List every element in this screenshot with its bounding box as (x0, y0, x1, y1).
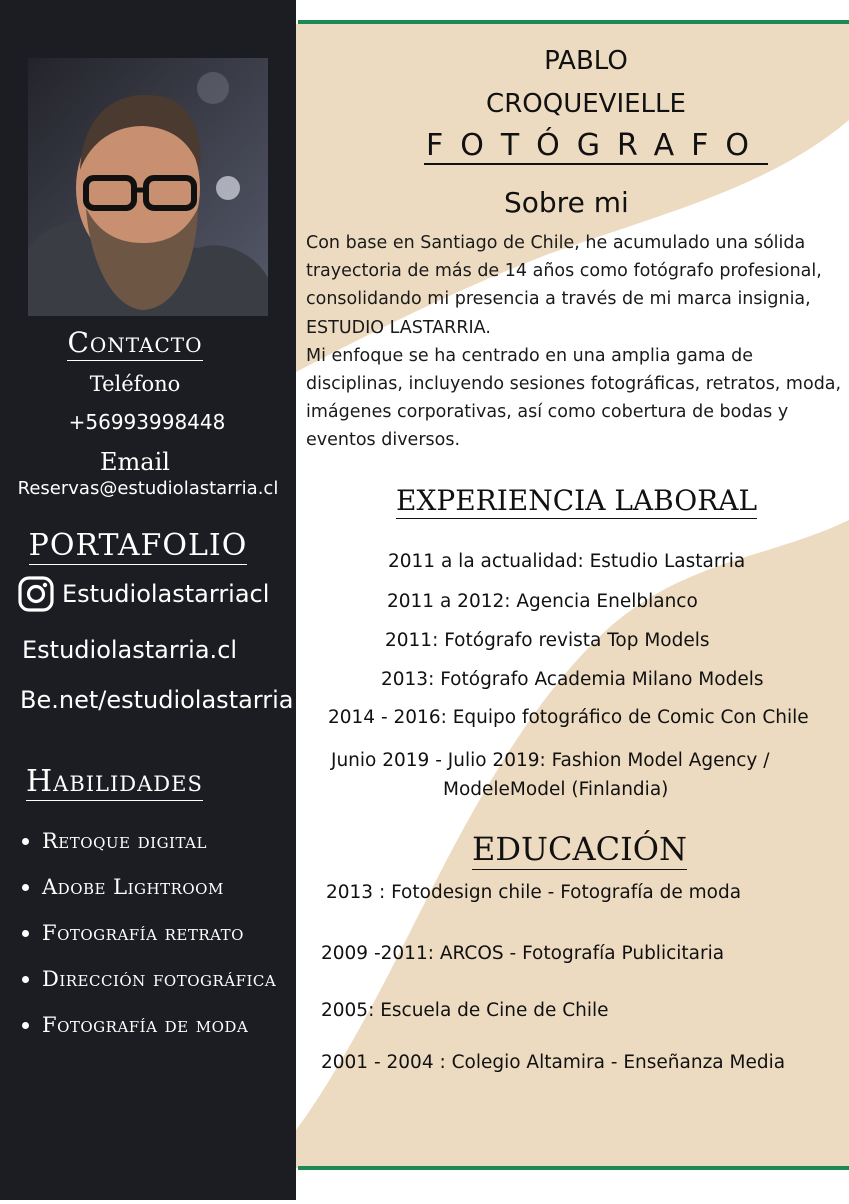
education-item: 2013 : Fotodesign chile - Fotografía de moda (326, 882, 742, 903)
about-title: Sobre mi (504, 186, 629, 219)
experience-item: 2011 a la actualidad: Estudio Lastarria (388, 551, 746, 572)
skills-list (20, 818, 290, 1048)
profession-title: FOTÓGRAFO (425, 128, 767, 163)
portfolio-title: PORTAFOLIO (28, 528, 248, 563)
profession-underline (424, 163, 768, 165)
skill-item: Retoque digital (20, 818, 290, 864)
instagram-handle: Estudiolastarriacl (62, 580, 270, 608)
instagram-link[interactable] (18, 576, 269, 612)
email-label: Email (100, 448, 170, 476)
experience-item: 2011: Fotógrafo revista Top Models (385, 630, 710, 651)
education-item: 2005: Escuela de Cine de Chile (321, 1000, 609, 1021)
last-name: CROQUEVIELLE (486, 89, 686, 119)
website-link[interactable]: Estudiolastarria.cl (22, 636, 238, 664)
education-title: EDUCACIÓN (472, 830, 687, 868)
first-name: PABLO (544, 46, 628, 76)
skill-item: Fotografía retrato (20, 910, 290, 956)
behance-link[interactable]: Be.net/estudiolastarria (20, 686, 294, 714)
experience-title: EXPERIENCIA LABORAL (396, 484, 758, 517)
skill-item: Fotografía de moda (20, 1002, 290, 1048)
top-accent-line (298, 20, 849, 24)
sidebar (0, 0, 296, 1200)
about-paragraph: Mi enfoque se ha centrado en una amplia gama de disciplinas, incluyendo sesiones fotográficas, retratos, moda, imágenes corporativas, así como cobertura de bodas y eventos diversos. (306, 345, 842, 451)
instagram-icon (18, 576, 54, 612)
skills-title: Habilidades (26, 764, 203, 799)
education-item: 2001 - 2004 : Colegio Altamira - Enseñanza Media (321, 1052, 786, 1073)
email-value: Reservas@estudiolastarria.cl (17, 478, 279, 499)
about-paragraph: Con base en Santiago de Chile, he acumulado una sólida trayectoria de más de 14 años como fotógrafo profesional, consolidando mi presencia a través de mi marca insignia, ESTUDIO LASTARRIA. (306, 233, 822, 338)
experience-item: ModeleModel (Finlandia) (443, 779, 669, 800)
education-item: 2009 -2011: ARCOS - Fotografía Publicitaria (321, 943, 725, 964)
profile-photo (28, 58, 268, 316)
experience-item: 2014 - 2016: Equipo fotográfico de Comic Con Chile (328, 707, 809, 728)
experience-item: 2013: Fotógrafo Academia Milano Models (381, 669, 764, 690)
experience-item: 2011 a 2012: Agencia Enelblanco (387, 591, 698, 612)
phone-value: +56993998448 (68, 410, 226, 434)
phone-label: Teléfono (89, 372, 181, 396)
skill-item: Dirección fotográfica (20, 956, 290, 1002)
about-text (306, 229, 844, 455)
experience-item: Junio 2019 - Julio 2019: Fashion Model Agency / (331, 750, 770, 771)
bottom-accent-line (298, 1166, 849, 1170)
contact-title: Contacto (67, 326, 203, 359)
skill-item: Adobe Lightroom (20, 864, 290, 910)
